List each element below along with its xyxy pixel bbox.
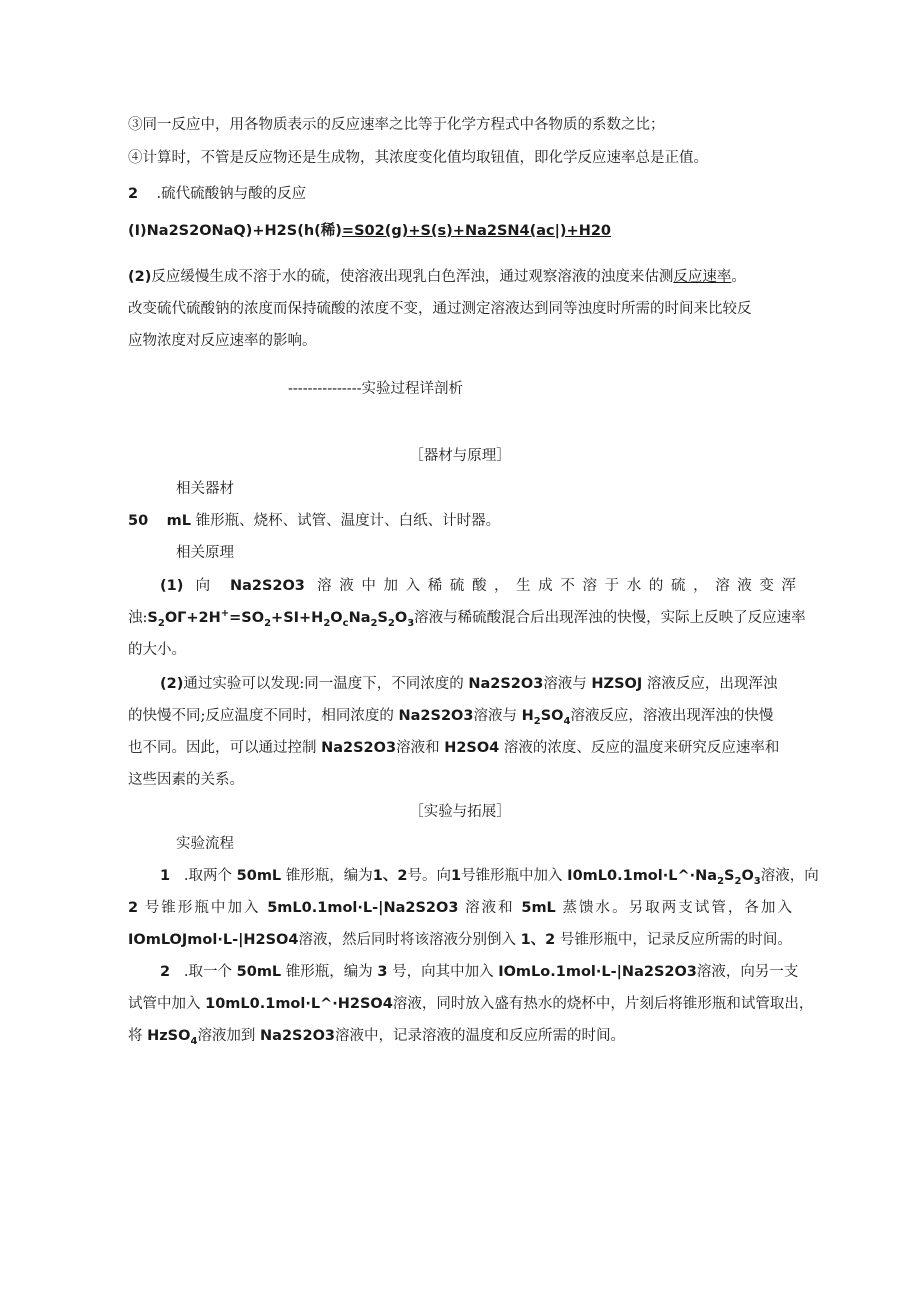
- rule-4-text: ④计算时，不管是反应物还是生成物，其浓度变化值均取钮值，即化学反应速率总是正值。: [128, 150, 708, 166]
- principle-2-line-4: 这些因素的关系。: [128, 772, 244, 788]
- explanation-line-2: 改变硫代硫酸钠的浓度而保持硫酸的浓度不变，通过测定溶液达到同等浊度时所需的时间来比较反: [128, 301, 752, 317]
- principle-1-text-c: 溶液与稀硫酸混合后出现浑浊的快慢，实际上反映了反应速率: [414, 610, 806, 626]
- principle-1-formula: Na2S2O3: [229, 578, 305, 594]
- principle-1-line-2: [128, 608, 806, 629]
- equation-right: =S02(g)+S(s)+Na2SN4(ac|)+H20: [341, 223, 612, 239]
- principle-1-line-1: [160, 576, 796, 596]
- equipment-text: 锥形瓶、烧杯、试管、温度计、白纸、计时器。: [195, 513, 501, 529]
- step-1-number: 1: [160, 868, 171, 884]
- explanation-line-1: [128, 267, 796, 287]
- section-2-title: .硫代硫酸钠与酸的反应: [156, 186, 307, 202]
- principle-1-line-3: 的大小。: [128, 642, 186, 658]
- step-2-line-3: 将 HzSO$_4$溶液加到 Na2S2O3溶液中，记录溶液的温度和反应所需的时间。: [128, 1028, 626, 1047]
- principle-2-line-1: (2)通过实验可以发现:同一温度下，不同浓度的 Na2S2O3溶液与 HZSOJ 溶液反应，出现浑浊: [160, 676, 778, 692]
- equipment-volume: 50: [128, 513, 149, 529]
- explanation-line-3: 应物浓度对反应速率的影响。: [128, 333, 317, 349]
- principle-1-marker: (1): [160, 578, 184, 594]
- step-1-line-3: IOmLOJmol·L-|H2SO4溶液，然后同时将该溶液分别倒入 1、2 号锥形瓶中，记录反应所需的时间。: [128, 932, 792, 948]
- principle-2-marker: (2): [160, 676, 184, 692]
- experiment-flow-label: 实验流程: [176, 836, 234, 852]
- principle-1-prefix: 浊:: [128, 610, 148, 626]
- section-2-number: 2: [128, 186, 139, 202]
- related-equipment-label: 相关器材: [176, 481, 234, 497]
- related-principle-label: 相关原理: [176, 545, 234, 561]
- step-2-number: 2: [160, 964, 171, 980]
- section-divider: ---------------实验过程详剖析: [288, 381, 463, 397]
- step-1-line-1: 1 .取两个 50mL 锥形瓶，编为1、2号。向1号锥形瓶中加入 $I0mL0.1mol\cdot L\^{}\cdot Na_2S_2O_3$溶液，向: [160, 868, 819, 887]
- reaction-rate-underlined: 反应速率: [673, 269, 732, 285]
- equipment-unit: mL: [166, 513, 191, 529]
- step-2-line-1: 2 .取一个 50mL 锥形瓶，编为 3 号，向其中加入 IOmLo.1mol·L-|Na2S2O3溶液，向另一支: [160, 964, 799, 980]
- step-1-line-2: 2 号锥形瓶中加入 5mL0.1mol·L-|Na2S2O3 溶液和 5mL 蒸馈水。另取两支试管，各加入: [128, 900, 793, 916]
- equipment-list: [128, 511, 796, 531]
- experiment-expansion-heading: ［实验与拓展］: [409, 804, 511, 820]
- materials-principle-heading: ［器材与原理］: [409, 448, 511, 464]
- section-2-heading: [128, 184, 796, 204]
- principle-2-line-3: 也不同。因此，可以通过控制 Na2S2O3溶液和 H2SO4 溶液的浓度、反应的温度来研究反应速率和: [128, 740, 780, 756]
- ionic-equation: $S_2OГ+2H^+=SO_2+SI+H_2O_cNa_2S_2O_3$: [147, 608, 415, 629]
- principle-2-line-2: 的快慢不同;反应温度不同时，相同浓度的 Na2S2O3溶液与 $H_2SO_4$溶液反应，溶液出现浑浊的快慢: [128, 708, 774, 727]
- explanation-period: 。: [731, 269, 746, 285]
- rule-3-text: ③同一反应中，用各物质表示的反应速率之比等于化学方程式中各物质的系数之比；: [128, 117, 665, 133]
- explanation-text: 反应缓慢生成不溶于水的硫，使溶液出现乳白色浑浊，通过观察溶液的浊度来估测: [151, 269, 674, 285]
- principle-1-text-a: 向: [195, 578, 218, 594]
- reaction-equation: [128, 221, 796, 241]
- step-2-line-2: 试管中加入 10mL0.1mol·L^·H2SO4溶液，同时放入盛有热水的烧杯中，片刻后将锥形瓶和试管取出，: [128, 996, 814, 1012]
- principle-1-text-b: 溶液中加入稀硫酸，生成不溶于水的硫，溶液变浑: [317, 578, 797, 594]
- explanation-marker: (2): [128, 269, 152, 285]
- equation-left: (I)Na2S2ONaQ)+H2S(h(稀): [128, 223, 342, 239]
